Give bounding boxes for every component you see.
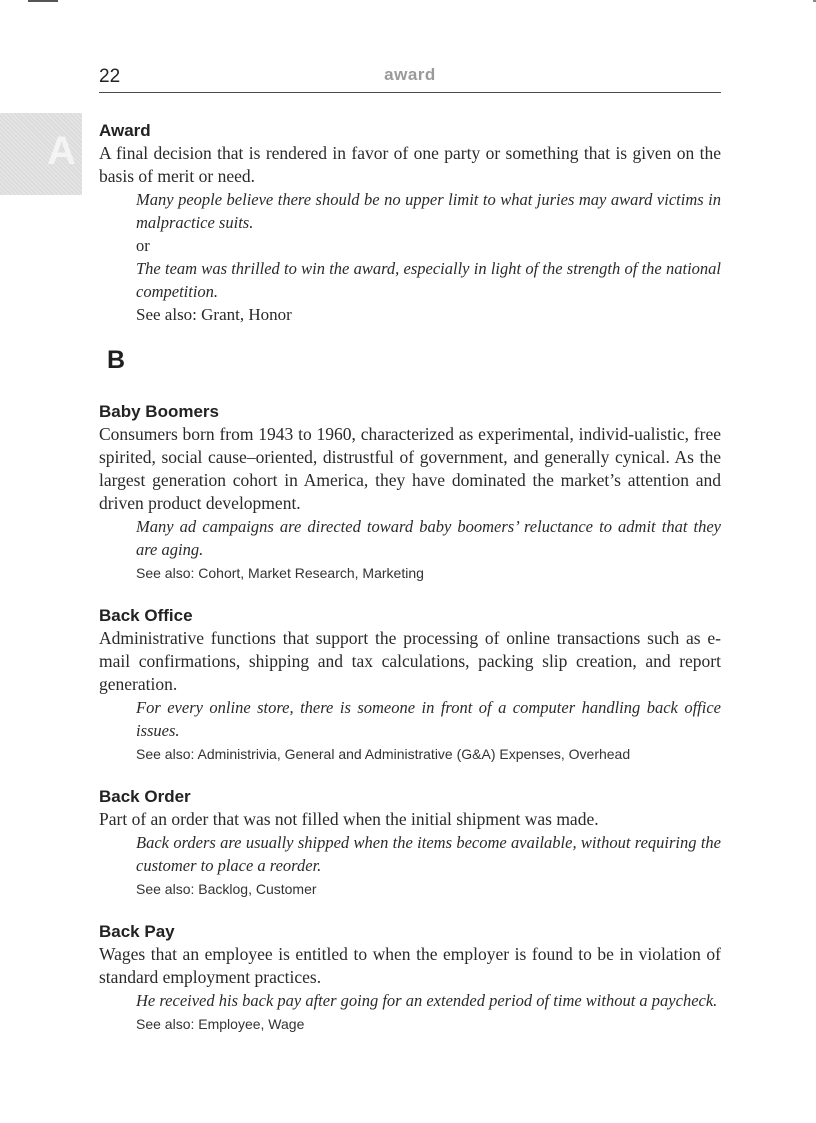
entry-back-pay — [99, 921, 721, 1034]
entry-example: He received his back pay after going for an extended period of time without a paycheck. — [136, 991, 718, 1010]
section-letter-b: B — [107, 346, 126, 374]
entry-example: Many people believe there should be no upper limit to what juries may award victims in malpractice suits. — [136, 190, 721, 232]
entry-term: Award — [99, 121, 151, 140]
entry-see-also: See also: Employee, Wage — [136, 1016, 305, 1032]
page-content — [99, 120, 721, 1056]
entry-baby-boomers — [99, 401, 721, 583]
entry-see-also: See also: Cohort, Market Research, Marketing — [136, 565, 424, 581]
entry-term: Baby Boomers — [99, 402, 219, 421]
entry-definition: Wages that an employee is entitled to when the employer is found to be in violation of standard employment practices. — [99, 944, 721, 987]
crop-mark — [28, 0, 58, 2]
entry-term: Back Office — [99, 606, 193, 625]
entry-definition: Administrative functions that support the processing of online transactions such as e-mail confirmations, shipping and tax calculations, packing slip creation, and report generation. — [99, 628, 721, 694]
entry-definition: Consumers born from 1943 to 1960, characterized as experimental, individ-ualistic, free spirited, social cause–oriented, distrustful of government, and generally cynical. As the largest generation cohort in America, they have dominated the market’s attention and driven product development. — [99, 424, 721, 513]
entry-award — [99, 120, 721, 327]
entry-example: Back orders are usually shipped when the items become available, without requiring the customer to place a reorder. — [136, 833, 721, 875]
entry-back-order — [99, 786, 721, 899]
entry-example: Many ad campaigns are directed toward baby boomers’ reluctance to admit that they are aging. — [136, 517, 721, 559]
page-header — [99, 64, 721, 93]
entry-term: Back Order — [99, 787, 191, 806]
entry-example: For every online store, there is someone in front of a computer handling back office issues. — [136, 698, 721, 740]
entry-see-also: See also: Backlog, Customer — [136, 881, 317, 897]
entry-definition: Part of an order that was not filled when the initial shipment was made. — [99, 809, 599, 829]
entry-connector: or — [136, 236, 150, 255]
entry-see-also: See also: Administrivia, General and Administrative (G&A) Expenses, Overhead — [136, 746, 631, 762]
entry-see-also: See also: Grant, Honor — [136, 305, 292, 324]
entry-definition: A final decision that is rendered in favor of one party or something that is given on the basis of merit or need. — [99, 143, 721, 186]
section-thumb-tab — [0, 113, 82, 195]
entry-example-2: The team was thrilled to win the award, especially in light of the strength of the national competition. — [136, 259, 721, 301]
page-number: 22 — [99, 66, 121, 87]
running-head: award — [384, 65, 436, 84]
thumb-tab-letter: A — [47, 129, 76, 173]
entry-term: Back Pay — [99, 922, 175, 941]
entry-back-office — [99, 605, 721, 764]
